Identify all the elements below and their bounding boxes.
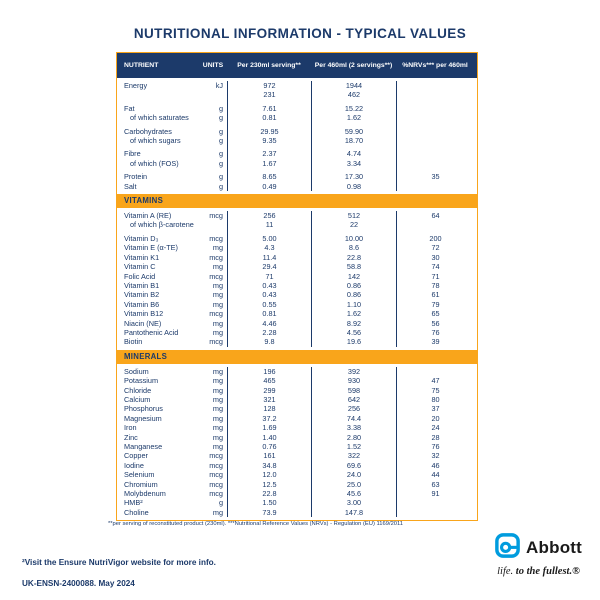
unit: mg	[212, 327, 223, 337]
nutrient-name: Niacin (NE)	[124, 318, 162, 328]
nutrient-name: Vitamin B2	[124, 290, 160, 300]
unit: mg	[212, 262, 223, 272]
value-per-460ml: 3.00	[311, 498, 396, 507]
nrv-percent	[396, 81, 474, 90]
value-per-230ml: 0.81	[227, 113, 311, 122]
table-row	[117, 451, 477, 460]
value-per-230ml: 2.37	[227, 145, 311, 158]
nrv-percent	[396, 508, 474, 517]
nrv-percent: 71	[396, 272, 474, 281]
table-header-row	[117, 53, 477, 78]
unit: mg	[212, 404, 223, 414]
nrv-percent	[396, 145, 474, 158]
nutrient-name: Vitamin D₃	[124, 233, 159, 243]
value-per-460ml: 1944	[311, 81, 396, 90]
value-per-460ml: 142	[311, 272, 396, 281]
value-per-230ml: 34.8	[227, 461, 311, 470]
footer-notes	[22, 558, 216, 589]
nrv-percent: 76	[396, 442, 474, 451]
table-row	[117, 309, 477, 318]
brand-name: Abbott	[526, 538, 582, 557]
value-per-230ml: 1.69	[227, 423, 311, 432]
table-row	[117, 442, 477, 451]
nrv-percent: 200	[396, 230, 474, 243]
nrv-percent	[396, 123, 474, 136]
value-per-460ml: 392	[311, 367, 396, 376]
value-per-460ml: 930	[311, 376, 396, 385]
value-per-460ml: 322	[311, 451, 396, 460]
nrv-percent: 78	[396, 281, 474, 290]
table-row	[117, 328, 477, 337]
nutrient-name: Manganese	[124, 442, 163, 451]
unit: mg	[212, 318, 223, 328]
unit: mcg	[209, 309, 223, 319]
value-per-230ml: 2.28	[227, 328, 311, 337]
unit: mg	[212, 243, 223, 253]
value-per-230ml: 29.4	[227, 262, 311, 271]
value-per-230ml: 256	[227, 211, 311, 220]
nutrient-name: Iodine	[124, 460, 144, 470]
value-per-460ml: 512	[311, 211, 396, 220]
info-note: ²Visit the Ensure NutriVigor website for more info.	[22, 558, 216, 567]
nrv-percent	[396, 159, 474, 168]
unit: kJ	[215, 81, 223, 90]
nutrient-name: Vitamin E (α-TE)	[124, 243, 178, 253]
unit: g	[218, 103, 223, 113]
unit: mcg	[209, 233, 223, 243]
unit: mcg	[209, 337, 223, 347]
value-per-230ml: 0.43	[227, 281, 311, 290]
section-header-minerals: MINERALS	[117, 350, 477, 364]
table-row	[117, 230, 477, 243]
value-per-230ml: 12.0	[227, 470, 311, 479]
nrv-percent: 80	[396, 395, 474, 404]
nrv-percent: 30	[396, 253, 474, 262]
nutrient-name: Molybdenum	[124, 489, 166, 499]
value-per-230ml: 0.43	[227, 290, 311, 299]
table-row	[117, 123, 477, 136]
nutrient-name: Chromium	[124, 479, 158, 489]
nrv-percent: 28	[396, 433, 474, 442]
unit: g	[218, 149, 223, 159]
nrv-percent	[396, 113, 474, 122]
nutrient-name: Fibre	[124, 149, 141, 159]
column-header-nutrient: NUTRIENT	[124, 62, 159, 69]
nrv-percent: 56	[396, 319, 474, 328]
value-per-460ml: 45.6	[311, 489, 396, 498]
nutrient-name: Energy	[124, 81, 148, 90]
nutrient-name: Zinc	[124, 432, 138, 442]
value-per-460ml: 22	[311, 220, 396, 229]
value-per-460ml: 8.6	[311, 243, 396, 252]
nrv-percent	[396, 90, 474, 99]
value-per-230ml: 299	[227, 386, 311, 395]
value-per-460ml: 24.0	[311, 470, 396, 479]
table-row	[117, 404, 477, 413]
value-per-230ml: 196	[227, 367, 311, 376]
page-title: NUTRITIONAL INFORMATION - TYPICAL VALUES	[133, 26, 467, 41]
abbott-logo	[495, 533, 582, 577]
table-row	[117, 367, 477, 376]
table-row	[117, 414, 477, 423]
nutrient-name: Fat	[124, 103, 135, 113]
nrv-percent	[396, 220, 474, 229]
nutrient-name: Vitamin B1	[124, 280, 160, 290]
nutrient-name	[117, 90, 199, 99]
table-row	[117, 90, 477, 99]
nrv-percent	[396, 100, 474, 113]
column-header-per-460ml: Per 460ml (2 servings**)	[314, 62, 393, 69]
value-per-460ml: 1.52	[311, 442, 396, 451]
table-row	[117, 253, 477, 262]
nutrient-name: of which β-carotene	[130, 220, 194, 230]
value-per-460ml: 3.34	[311, 159, 396, 168]
nutrient-name: of which (FOS)	[130, 158, 179, 168]
value-per-230ml: 231	[227, 90, 311, 99]
value-per-230ml: 7.61	[227, 100, 311, 113]
value-per-230ml: 972	[227, 81, 311, 90]
nutrient-name: Folic Acid	[124, 271, 156, 281]
table-row	[117, 100, 477, 113]
nrv-percent: 20	[396, 414, 474, 423]
value-per-230ml: 1.40	[227, 433, 311, 442]
table-row	[117, 395, 477, 404]
nutrient-name: Potassium	[124, 376, 159, 386]
nutrient-name: Carbohydrates	[124, 126, 172, 136]
value-per-460ml: 25.0	[311, 480, 396, 489]
unit: mcg	[209, 271, 223, 281]
nrv-percent: 44	[396, 470, 474, 479]
nrv-percent: 91	[396, 489, 474, 498]
table-footnote: **per serving of reconstituted product (230ml). ***Nutritional Reference Values (NRVs) - Regulation (EU) 1169/2011	[108, 521, 404, 527]
table-row	[117, 281, 477, 290]
unit: mg	[212, 507, 223, 517]
unit	[199, 220, 227, 229]
value-per-230ml: 22.8	[227, 489, 311, 498]
unit: mg	[212, 413, 223, 423]
value-per-460ml: 8.92	[311, 319, 396, 328]
value-per-230ml: 1.50	[227, 498, 311, 507]
value-per-460ml: 10.00	[311, 230, 396, 243]
tagline-fullest: to the fullest.®	[515, 566, 580, 577]
table-row	[117, 423, 477, 432]
nutrient-name: Phosphorus	[124, 404, 163, 414]
nrv-percent: 47	[396, 376, 474, 385]
section-rows	[117, 78, 477, 194]
value-per-460ml: 15.22	[311, 100, 396, 113]
value-per-230ml: 29.95	[227, 123, 311, 136]
column-header-nrv: %NRVs*** per 460ml	[402, 62, 468, 69]
value-per-230ml: 73.9	[227, 508, 311, 517]
value-per-460ml: 17.30	[311, 168, 396, 181]
table-row	[117, 81, 477, 90]
nrv-percent: 72	[396, 243, 474, 252]
table-row	[117, 243, 477, 252]
nrv-percent: 63	[396, 480, 474, 489]
table-row	[117, 461, 477, 470]
value-per-460ml: 4.74	[311, 145, 396, 158]
value-per-230ml: 11	[227, 220, 311, 229]
table-row	[117, 136, 477, 145]
value-per-460ml: 0.98	[311, 182, 396, 191]
table-row	[117, 168, 477, 181]
unit: mcg	[209, 489, 223, 499]
nrv-percent	[396, 136, 474, 145]
unit: g	[218, 113, 223, 123]
table-row	[117, 480, 477, 489]
nutrient-name: of which saturates	[130, 113, 189, 123]
nutrition-table	[116, 52, 478, 521]
nutrient-name: Biotin	[124, 337, 143, 347]
nutrient-name: Choline	[124, 507, 149, 517]
unit: mg	[212, 385, 223, 395]
unit	[199, 90, 227, 99]
table-row	[117, 433, 477, 442]
unit: mg	[212, 366, 223, 376]
nrv-percent	[396, 367, 474, 376]
value-per-460ml: 58.8	[311, 262, 396, 271]
value-per-460ml: 19.6	[311, 337, 396, 346]
nutrient-name: Salt	[124, 181, 137, 191]
value-per-230ml: 321	[227, 395, 311, 404]
value-per-460ml: 462	[311, 90, 396, 99]
value-per-230ml: 9.35	[227, 136, 311, 145]
value-per-460ml: 598	[311, 386, 396, 395]
table-row	[117, 376, 477, 385]
nutrient-name: Sodium	[124, 366, 149, 376]
value-per-230ml: 0.55	[227, 300, 311, 309]
table-row	[117, 300, 477, 309]
value-per-230ml: 11.4	[227, 253, 311, 262]
unit: g	[218, 181, 223, 191]
nutrient-name: Vitamin A (RE)	[124, 211, 172, 221]
value-per-460ml: 22.8	[311, 253, 396, 262]
nrv-percent: 65	[396, 309, 474, 318]
table-row	[117, 211, 477, 220]
unit: mcg	[209, 451, 223, 461]
table-row	[117, 498, 477, 507]
nrv-percent: 75	[396, 386, 474, 395]
value-per-230ml: 128	[227, 404, 311, 413]
table-row	[117, 489, 477, 498]
nrv-percent: 79	[396, 300, 474, 309]
value-per-230ml: 37.2	[227, 414, 311, 423]
nutrient-name: Iron	[124, 423, 137, 433]
unit: mg	[212, 280, 223, 290]
table-row	[117, 113, 477, 122]
value-per-230ml: 12.5	[227, 480, 311, 489]
nutrient-name: Chloride	[124, 385, 152, 395]
value-per-460ml: 642	[311, 395, 396, 404]
value-per-460ml: 3.38	[311, 423, 396, 432]
value-per-230ml: 4.3	[227, 243, 311, 252]
value-per-230ml: 9.8	[227, 337, 311, 346]
unit: g	[218, 136, 223, 146]
nutrient-name: Vitamin B12	[124, 309, 164, 319]
table-row	[117, 337, 477, 346]
unit: mcg	[209, 470, 223, 480]
unit: mg	[212, 423, 223, 433]
table-row	[117, 319, 477, 328]
value-per-460ml: 0.86	[311, 290, 396, 299]
unit: mcg	[209, 211, 223, 221]
unit: mg	[212, 376, 223, 386]
table-row	[117, 386, 477, 395]
unit: mg	[212, 394, 223, 404]
value-per-460ml: 256	[311, 404, 396, 413]
value-per-230ml: 465	[227, 376, 311, 385]
value-per-460ml: 4.56	[311, 328, 396, 337]
unit: mg	[212, 299, 223, 309]
value-per-460ml: 59.90	[311, 123, 396, 136]
nutrient-name: Magnesium	[124, 413, 162, 423]
value-per-230ml: 161	[227, 451, 311, 460]
nutrient-name: Pantothenic Acid	[124, 327, 179, 337]
value-per-460ml: 147.8	[311, 508, 396, 517]
table-body	[117, 78, 477, 520]
nutrient-name: Vitamin B6	[124, 299, 160, 309]
value-per-460ml: 1.10	[311, 300, 396, 309]
nrv-percent: 35	[396, 168, 474, 181]
unit: mg	[212, 432, 223, 442]
value-per-230ml: 1.67	[227, 159, 311, 168]
unit: g	[218, 172, 223, 182]
nutrient-name: of which sugars	[130, 136, 181, 146]
section-header-vitamins: VITAMINS	[117, 194, 477, 208]
unit: g	[218, 498, 223, 508]
nrv-percent: 37	[396, 404, 474, 413]
value-per-460ml: 1.62	[311, 309, 396, 318]
nrv-percent: 32	[396, 451, 474, 460]
unit: mg	[212, 290, 223, 300]
nrv-percent: 39	[396, 337, 474, 346]
section-rows	[117, 364, 477, 521]
nutrient-name: Vitamin C	[124, 262, 156, 272]
value-per-230ml: 8.65	[227, 168, 311, 181]
abbott-a-icon	[495, 533, 520, 563]
unit: g	[218, 126, 223, 136]
table-row	[117, 272, 477, 281]
column-header-per-230ml: Per 230ml serving**	[237, 62, 301, 69]
unit: g	[218, 158, 223, 168]
value-per-230ml: 0.81	[227, 309, 311, 318]
unit: mg	[212, 442, 223, 451]
nrv-percent	[396, 182, 474, 191]
table-row	[117, 182, 477, 191]
nutrient-name: Copper	[124, 451, 148, 461]
nutrient-name: HMB²	[124, 498, 143, 508]
brand-tagline	[495, 566, 582, 577]
table-row	[117, 470, 477, 479]
table-row	[117, 262, 477, 271]
value-per-460ml: 0.86	[311, 281, 396, 290]
nrv-percent: 46	[396, 461, 474, 470]
table-row	[117, 220, 477, 229]
nrv-percent	[396, 498, 474, 507]
nrv-percent: 64	[396, 211, 474, 220]
value-per-230ml: 5.00	[227, 230, 311, 243]
nrv-percent: 61	[396, 290, 474, 299]
unit: mcg	[209, 479, 223, 489]
nrv-percent: 24	[396, 423, 474, 432]
column-header-units: UNITS	[202, 62, 224, 69]
nutrient-name: Protein	[124, 172, 148, 182]
value-per-460ml: 18.70	[311, 136, 396, 145]
value-per-230ml: 0.49	[227, 182, 311, 191]
table-row	[117, 145, 477, 158]
value-per-460ml: 74.4	[311, 414, 396, 423]
nutrient-name: Selenium	[124, 470, 155, 480]
table-row	[117, 290, 477, 299]
tagline-life: life.	[497, 566, 514, 577]
nutrient-name: Vitamin K1	[124, 252, 160, 262]
table-row	[117, 508, 477, 517]
nrv-percent: 74	[396, 262, 474, 271]
value-per-230ml: 71	[227, 272, 311, 281]
section-rows	[117, 208, 477, 350]
unit: mcg	[209, 460, 223, 470]
table-row	[117, 159, 477, 168]
value-per-460ml: 1.62	[311, 113, 396, 122]
value-per-460ml: 69.6	[311, 461, 396, 470]
value-per-230ml: 4.46	[227, 319, 311, 328]
unit: mcg	[209, 252, 223, 262]
nutrient-name: Calcium	[124, 394, 151, 404]
document-code: UK-ENSN-2400088. May 2024	[22, 579, 135, 588]
value-per-230ml: 0.76	[227, 442, 311, 451]
nrv-percent: 76	[396, 328, 474, 337]
value-per-460ml: 2.80	[311, 433, 396, 442]
